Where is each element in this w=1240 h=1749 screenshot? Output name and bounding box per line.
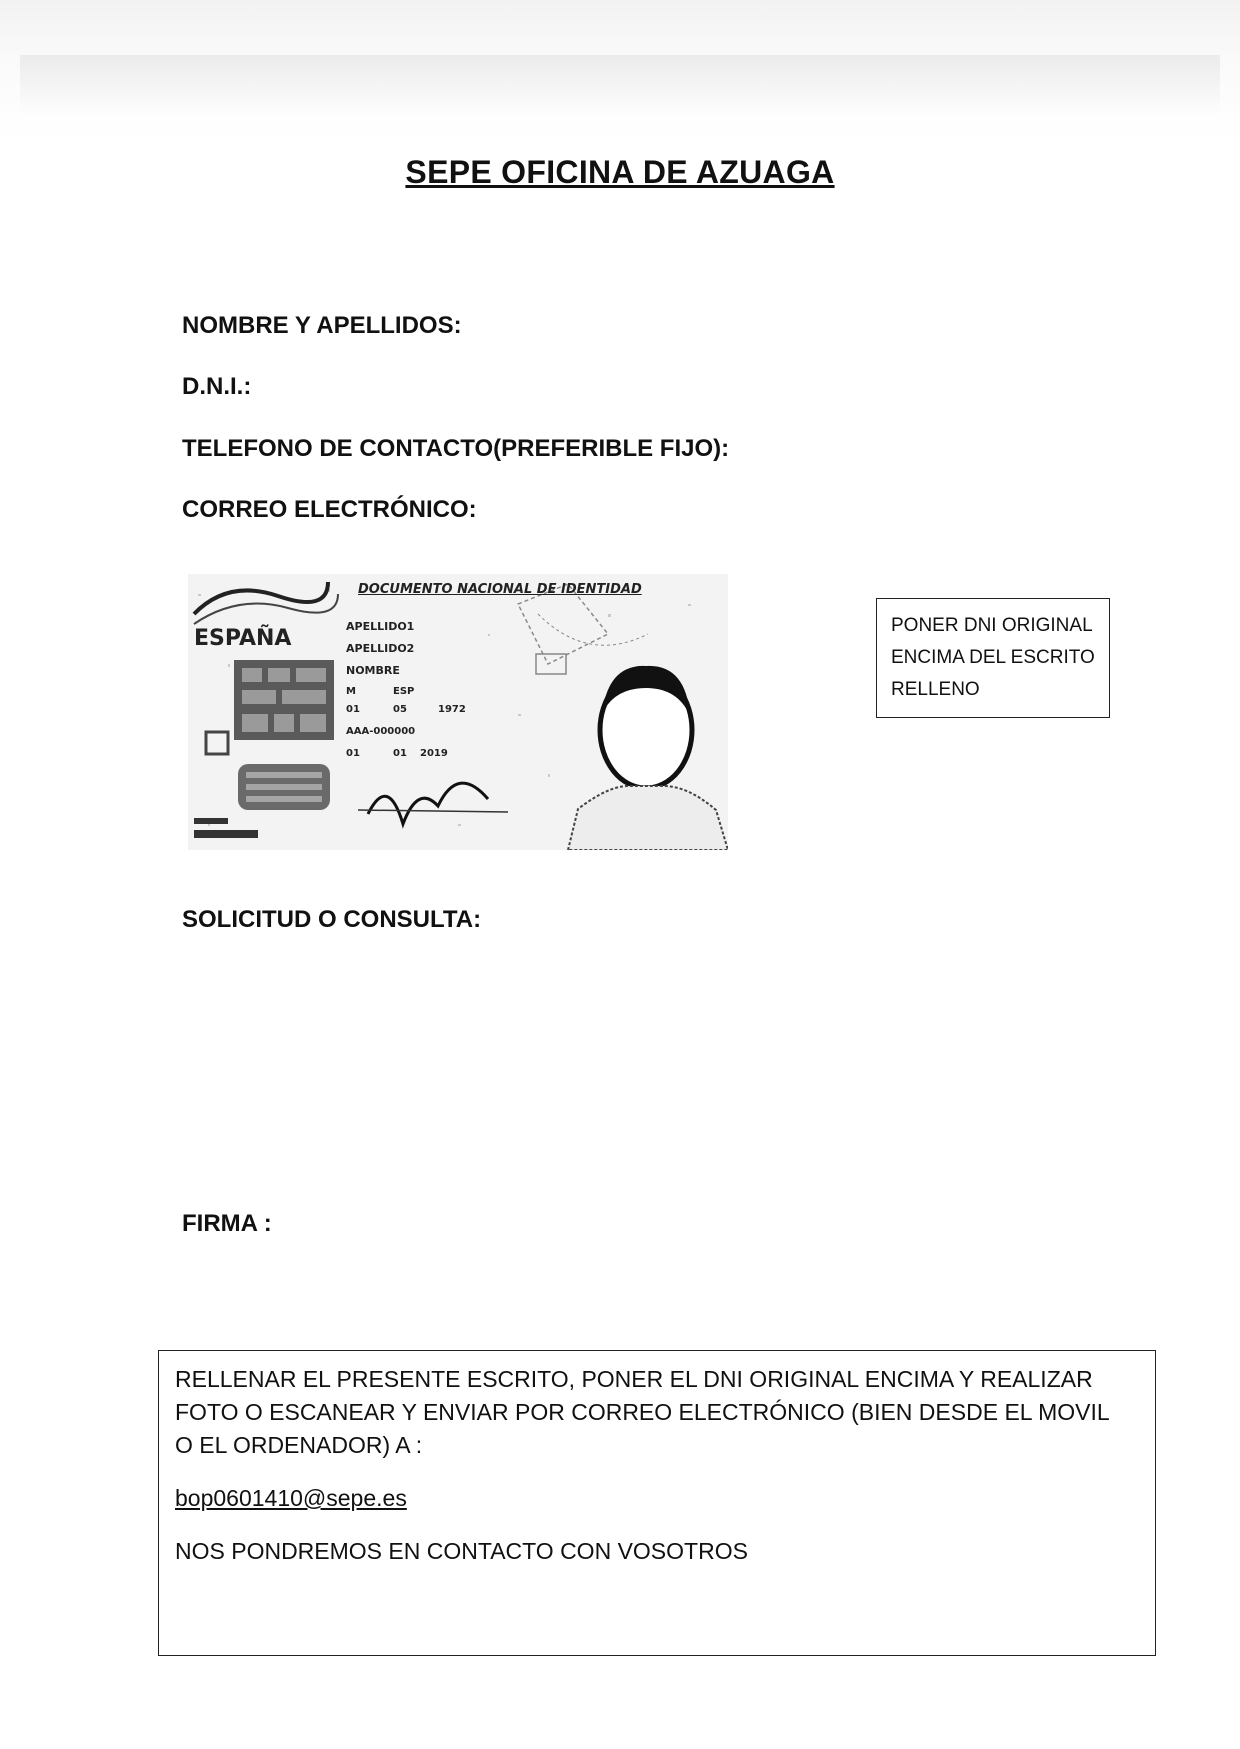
dni-card-image bbox=[188, 574, 728, 850]
dni-valid-year: 2019 bbox=[420, 748, 448, 759]
dni-birth-day: 01 bbox=[346, 704, 360, 715]
dni-valid-month: 01 bbox=[393, 748, 407, 759]
instructions-line: FOTO O ESCANEAR Y ENVIAR POR CORREO ELECTRÓNICO (BIEN DESDE EL MOVIL bbox=[175, 1399, 1110, 1425]
instructions-line: RELLENAR EL PRESENTE ESCRITO, PONER EL DNI ORIGINAL ENCIMA Y REALIZAR bbox=[175, 1366, 1093, 1392]
instructions-line: O EL ORDENADOR) A : bbox=[175, 1432, 423, 1458]
dni-birth-year: 1972 bbox=[438, 704, 466, 715]
dni-birth-month: 05 bbox=[393, 704, 407, 715]
dni-given-name: NOMBRE bbox=[346, 664, 400, 677]
field-signature-label: FIRMA : bbox=[182, 1210, 272, 1237]
field-request-label: SOLICITUD O CONSULTA: bbox=[182, 906, 482, 933]
dni-valid-day: 01 bbox=[346, 748, 360, 759]
note-line: PONER DNI ORIGINAL bbox=[891, 615, 1093, 636]
note-line: RELLENO bbox=[891, 679, 980, 700]
dni-sex: M bbox=[346, 686, 356, 697]
field-email-label: CORREO ELECTRÓNICO: bbox=[182, 496, 477, 523]
note-line: ENCIMA DEL ESCRITO bbox=[891, 647, 1095, 668]
field-dni-label: D.N.I.: bbox=[182, 373, 252, 400]
dni-note-box bbox=[876, 598, 1110, 718]
contact-email-link[interactable]: bop0601410@sepe.es bbox=[175, 1485, 407, 1511]
dni-country: ESPAÑA bbox=[194, 626, 292, 651]
document-title: SEPE OFICINA DE AZUAGA bbox=[405, 154, 835, 190]
field-phone-label: TELEFONO DE CONTACTO(PREFERIBLE FIJO): bbox=[182, 435, 730, 462]
instructions-box bbox=[158, 1350, 1156, 1656]
instructions-closing: NOS PONDREMOS EN CONTACTO CON VOSOTROS bbox=[175, 1538, 748, 1564]
field-name-label: NOMBRE Y APELLIDOS: bbox=[182, 312, 462, 339]
scan-shadow bbox=[20, 55, 1220, 115]
dni-surname2: APELLIDO2 bbox=[346, 642, 415, 655]
dni-idesp: AAA-000000 bbox=[346, 726, 416, 737]
dni-header: DOCUMENTO NACIONAL DE IDENTIDAD bbox=[358, 582, 642, 597]
dni-surname1: APELLIDO1 bbox=[346, 620, 415, 633]
dni-nationality: ESP bbox=[393, 686, 415, 697]
